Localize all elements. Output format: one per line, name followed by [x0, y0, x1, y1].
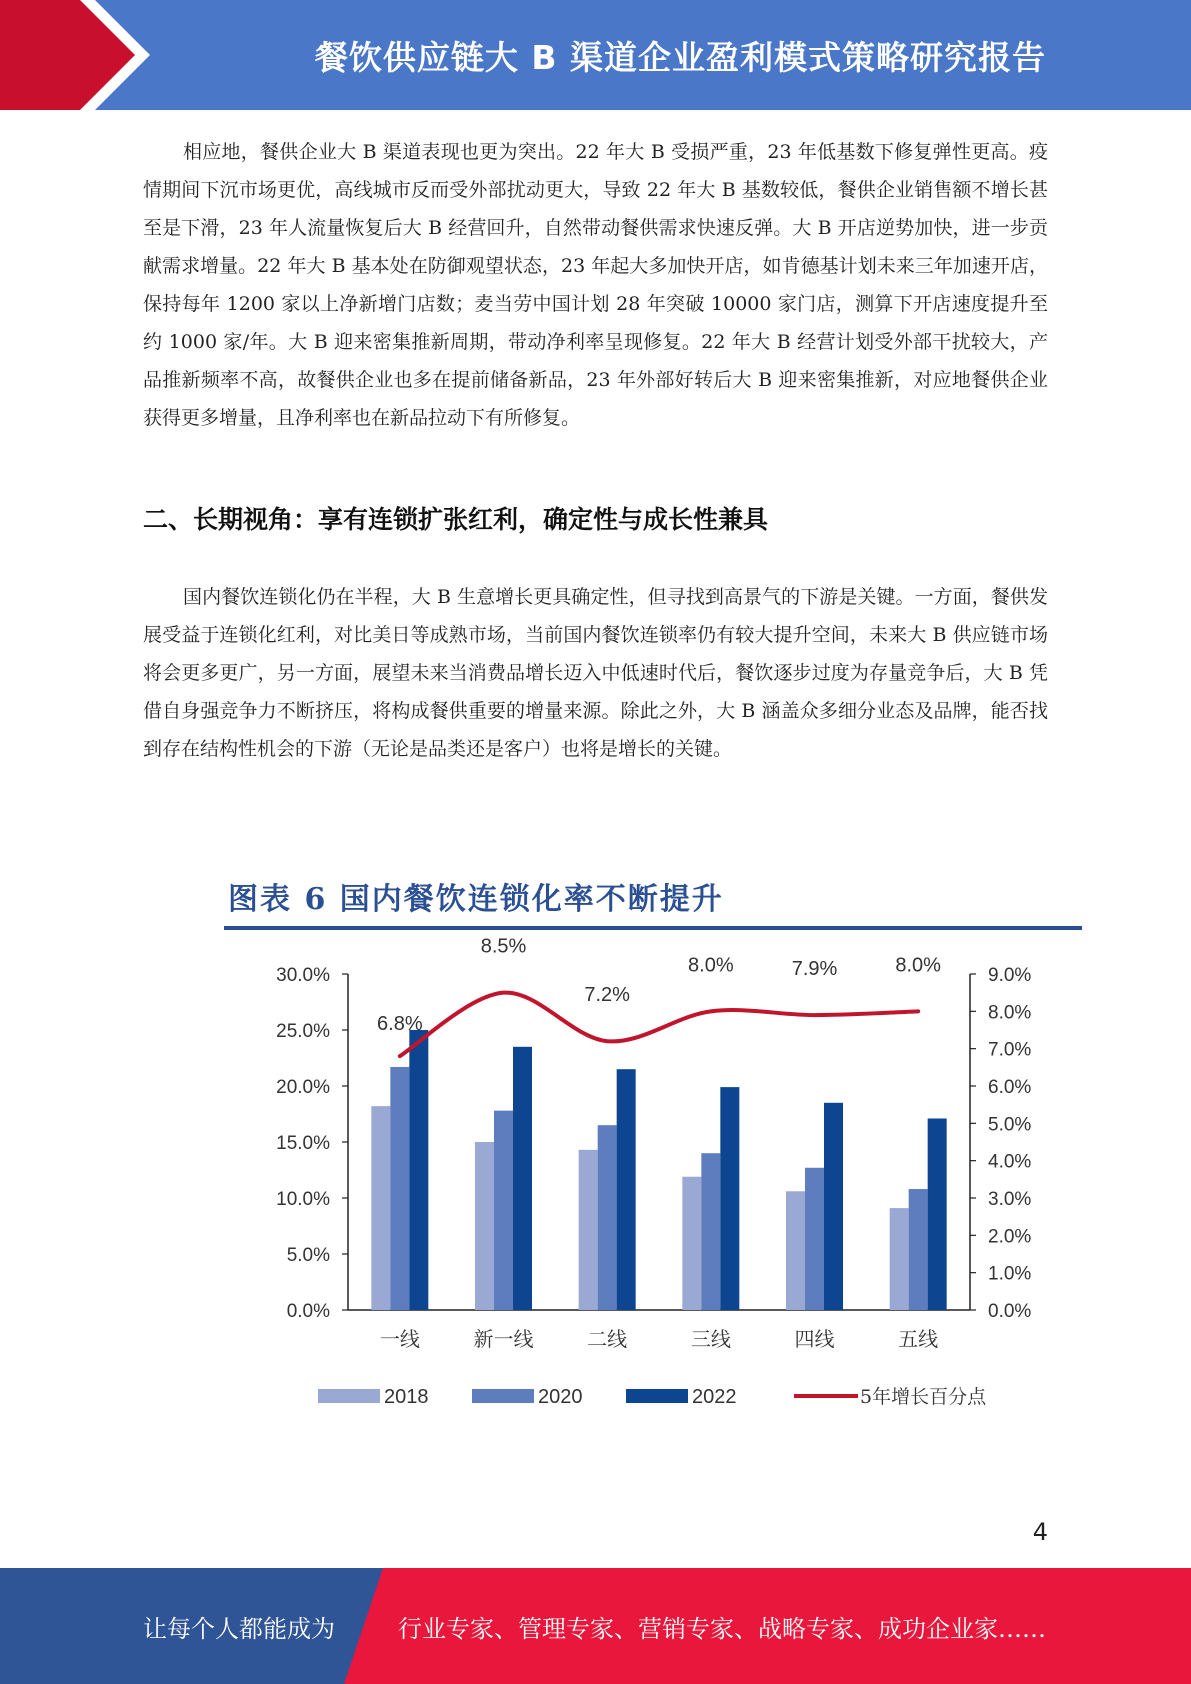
bar-2022 — [928, 1118, 947, 1310]
bar-2018 — [579, 1150, 598, 1310]
right-tick-label: 2.0% — [988, 1226, 1032, 1248]
page-footer — [0, 1568, 1191, 1684]
right-tick-label: 9.0% — [988, 965, 1032, 986]
bar-2018 — [890, 1208, 909, 1310]
bar-2020 — [494, 1111, 513, 1310]
bar-2018 — [682, 1177, 701, 1310]
left-tick-label: 20.0% — [276, 1077, 330, 1098]
legend-label: 5年增长百分点 — [860, 1386, 987, 1408]
left-tick-label: 10.0% — [276, 1189, 330, 1210]
footer-slogan-right: 行业专家、管理专家、营销专家、战略专家、成功企业家…… — [398, 1614, 1046, 1643]
body-section-2 — [143, 578, 1048, 768]
bar-2022 — [720, 1087, 739, 1310]
left-tick-label: 0.0% — [286, 1301, 330, 1322]
line-data-label: 7.2% — [584, 984, 630, 1007]
line-data-label: 8.0% — [895, 954, 941, 977]
right-tick-label: 5.0% — [988, 1114, 1032, 1136]
bar-2022 — [513, 1047, 532, 1310]
line-data-label: 8.5% — [480, 935, 527, 958]
right-tick-label: 0.0% — [988, 1301, 1032, 1322]
right-tick-label: 7.0% — [988, 1039, 1032, 1061]
bar-2022 — [617, 1069, 636, 1310]
bar-2020 — [598, 1125, 617, 1310]
page-number: 4 — [1032, 1518, 1048, 1546]
right-tick-label: 3.0% — [988, 1189, 1032, 1210]
footer-slogan-left: 让每个人都能成为 — [143, 1614, 335, 1643]
figure-title: 图表 6 国内餐饮连锁化率不断提升 — [228, 882, 724, 917]
legend-swatch-2020 — [472, 1389, 534, 1403]
legend-label: 2022 — [692, 1386, 737, 1408]
bar-2022 — [824, 1103, 843, 1310]
paragraph-1: 相应地，餐供企业大 B 渠道表现也更为突出。22 年大 B 受损严重，23 年低基数下修复弹性更高。疫情期间下沉市场更优，高线城市反而受外部扰动更大，导致 22 年大 B 基数较低，餐供企业销售额不增长甚至是下滑，23 年人流量恢复后大 B 经营回升，自然带动餐供需求快速反弹。大 B 开店逆势加快，进一步贡献需求增量。22 年大 B 基本处在防御观望状态，23 年起大多加快开店，如肯德基计划未来三年加速开店，保持每年 1200 家以上净新增门店数；麦当劳中国计划 28 年突破 10000 家门店，测算下开店速度提升至约 1000 家/年。大 B 迎来密集推新周期，带动净利率呈现修复。22 年大 B 经营计划受外部干扰较大，产品推新频率不高，故餐供企业也多在提前储备新品，23 年外部好转后大 B 迎来密集推新，对应地餐供企业获得更多增量，且净利率也在新品拉动下有所修复。 — [143, 141, 1048, 429]
x-category-label: 一线 — [379, 1327, 420, 1351]
line-data-label: 6.8% — [377, 1013, 423, 1036]
bar-2020 — [701, 1153, 720, 1310]
x-category-label: 四线 — [794, 1327, 835, 1351]
chain-rate-chart — [210, 838, 1090, 1418]
header-arrow-decoration — [0, 0, 160, 110]
legend-swatch-2018 — [318, 1389, 380, 1403]
x-category-label: 三线 — [690, 1327, 731, 1351]
left-tick-label: 30.0% — [276, 965, 330, 986]
bar-2018 — [786, 1191, 805, 1310]
legend-label: 2018 — [384, 1386, 429, 1408]
bar-2020 — [805, 1168, 824, 1310]
x-category-label: 五线 — [898, 1327, 939, 1351]
right-tick-label: 6.0% — [988, 1077, 1032, 1098]
left-tick-label: 15.0% — [276, 1133, 330, 1154]
paragraph-2: 国内餐饮连锁化仍在半程，大 B 生意增长更具确定性，但寻找到高景气的下游是关键。一方面，餐供发展受益于连锁化红利，对比美日等成熟市场，当前国内餐饮连锁率仍有较大提升空间，未来大 B 供应链市场将会更多更广，另一方面，展望未来当消费品增长迈入中低速时代后，餐饮逐步过度为存量竞争后，大 B 凭借自身强竞争力不断挤压，将构成餐供重要的增量来源。除此之外，大 B 涵盖众多细分业态及品牌，能否找到存在结构性机会的下游（无论是品类还是客户）也将是增长的关键。 — [143, 586, 1048, 760]
bar-2018 — [371, 1106, 390, 1310]
right-tick-label: 4.0% — [988, 1151, 1032, 1173]
right-tick-label: 1.0% — [988, 1263, 1032, 1285]
left-tick-label: 5.0% — [286, 1245, 330, 1266]
bar-2018 — [475, 1142, 494, 1310]
bar-2022 — [409, 1030, 428, 1310]
legend-label: 2020 — [538, 1386, 583, 1408]
page-header — [0, 0, 1191, 110]
left-tick-label: 25.0% — [276, 1021, 330, 1042]
line-data-label: 7.9% — [791, 958, 838, 981]
x-category-label: 新一线 — [473, 1327, 534, 1351]
bar-2020 — [390, 1067, 409, 1310]
section-heading: 二、长期视角：享有连锁扩张红利，确定性与成长性兼具 — [143, 505, 769, 534]
figure-6 — [210, 838, 1090, 1418]
line-data-label: 8.0% — [688, 954, 734, 977]
body-section-1 — [143, 133, 1048, 437]
right-tick-label: 8.0% — [988, 1002, 1032, 1024]
x-category-label: 二线 — [587, 1327, 628, 1351]
report-title: 餐饮供应链大 B 渠道企业盈利模式策略研究报告 — [314, 37, 1047, 77]
growth-line — [400, 993, 918, 1057]
legend-swatch-2022 — [626, 1389, 688, 1403]
bar-2020 — [909, 1189, 928, 1310]
